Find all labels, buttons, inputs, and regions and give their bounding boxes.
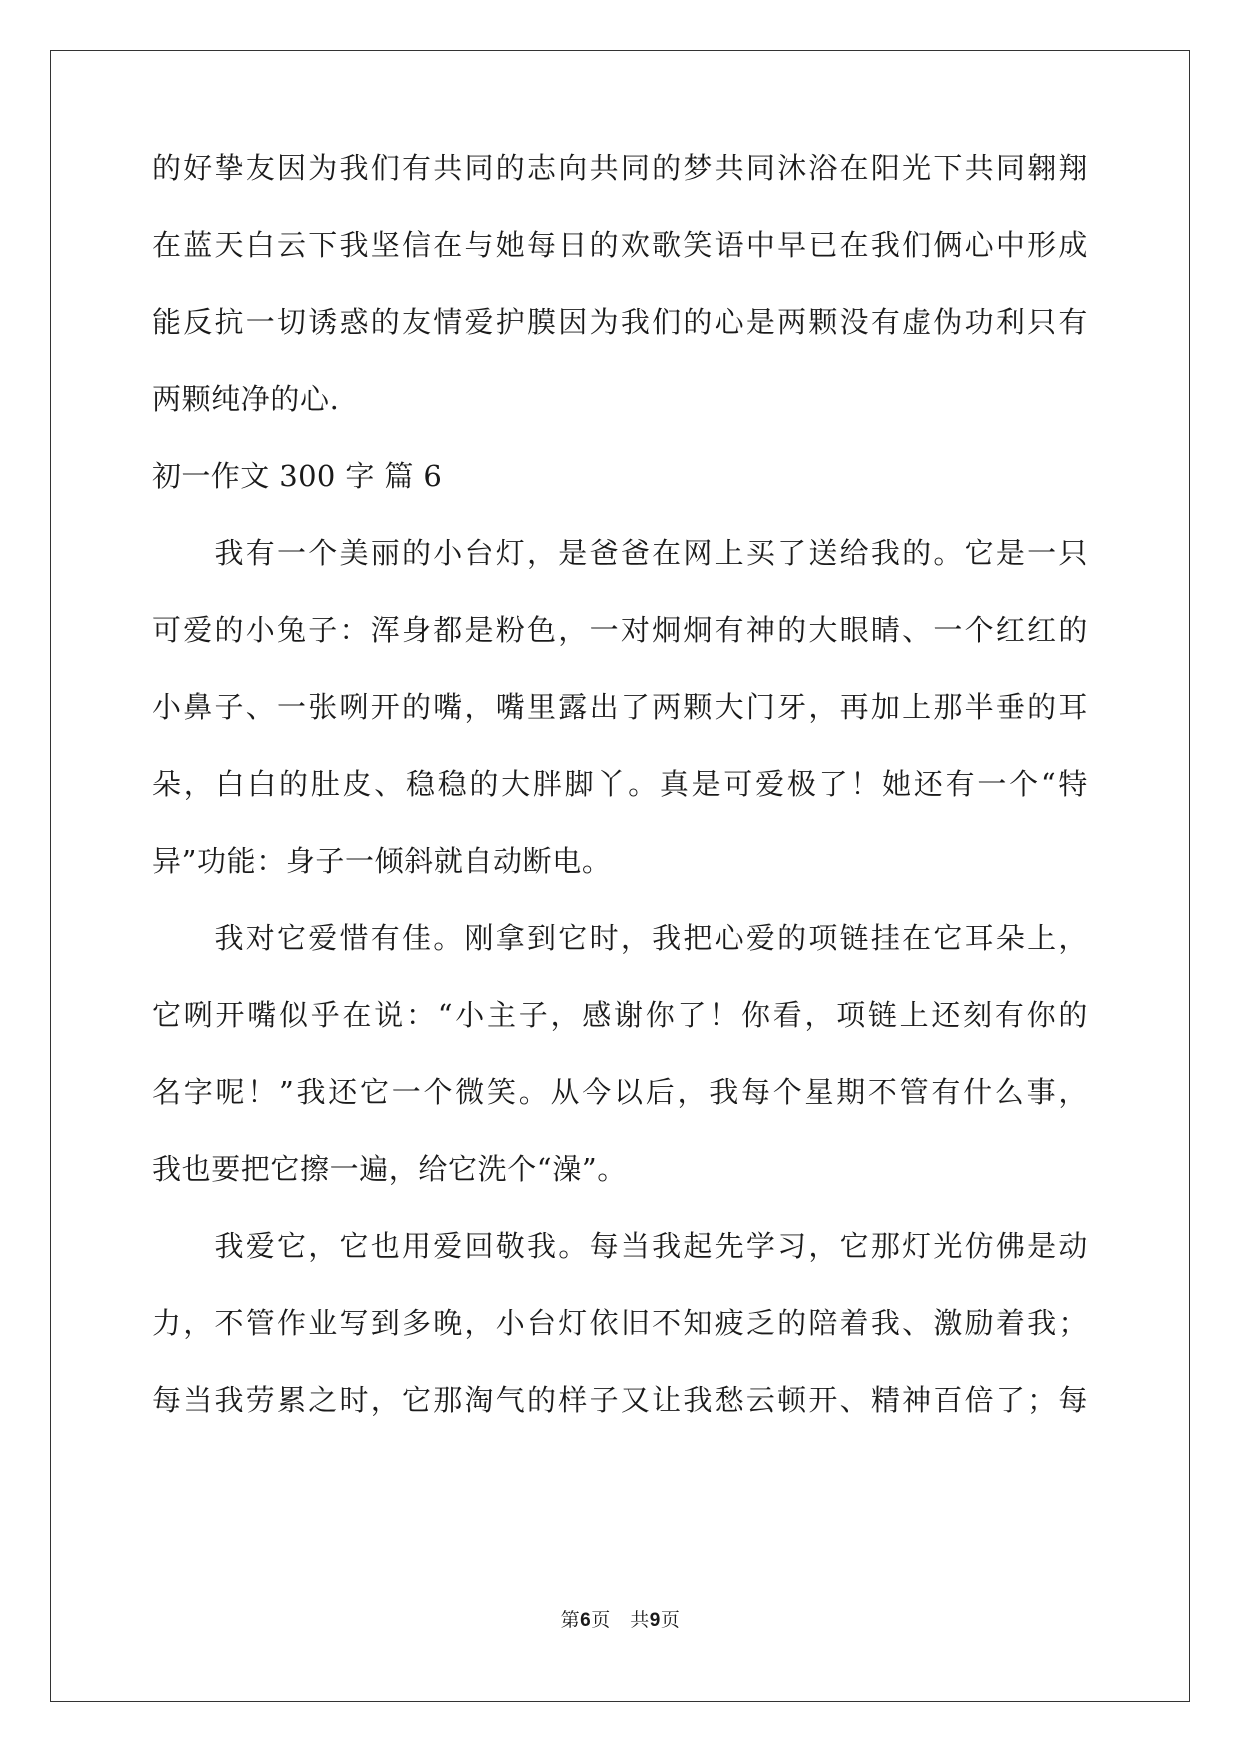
text-line: 可爱的小兔子：浑身都是粉色，一对炯炯有神的大眼睛、一个红红的: [152, 613, 1088, 647]
text-line: 我有一个美丽的小台灯，是爸爸在网上买了送给我的。它是一只: [152, 536, 1088, 570]
footer-middle: 页 共: [591, 1609, 650, 1631]
text-line: 我对它爱惜有佳。刚拿到它时，我把心爱的项链挂在它耳朵上，: [152, 921, 1088, 955]
text-line: 力，不管作业写到多晚，小台灯依旧不知疲乏的陪着我、激励着我；: [152, 1306, 1088, 1340]
text-line: 的好挚友因为我们有共同的志向共同的梦共同沐浴在阳光下共同翱翔: [152, 151, 1088, 185]
text-line: 小鼻子、一张咧开的嘴，嘴里露出了两颗大门牙，再加上那半垂的耳: [152, 690, 1088, 724]
text-line: 每当我劳累之时，它那淘气的样子又让我愁云顿开、精神百倍了；每: [152, 1383, 1088, 1417]
text-line: 名字呢！”我还它一个微笑。从今以后，我每个星期不管有什么事，: [152, 1075, 1088, 1109]
footer-suffix: 页: [660, 1609, 681, 1631]
text-line: 在蓝天白云下我坚信在与她每日的欢歌笑语中早已在我们俩心中形成: [152, 228, 1088, 262]
text-line: 它咧开嘴似乎在说：“小主子，感谢你了！你看，项链上还刻有你的: [152, 998, 1088, 1032]
page-footer: [0, 1608, 1241, 1633]
text-line: 能反抗一切诱惑的友情爱护膜因为我们的心是两颗没有虚伪功利只有: [152, 305, 1088, 339]
text-line: 两颗纯净的心.: [152, 382, 340, 416]
text-line: 我也要把它擦一遍，给它洗个“澡”。: [152, 1152, 627, 1186]
current-page-number: 6: [580, 1610, 592, 1631]
text-line: 我爱它，它也用爱回敬我。每当我起先学习，它那灯光仿佛是动: [152, 1229, 1088, 1263]
total-page-count: 9: [649, 1610, 661, 1631]
text-line: 异”功能：身子一倾斜就自动断电。: [152, 844, 612, 878]
section-heading: 初一作文 300 字 篇 6: [152, 459, 443, 493]
footer-prefix: 第: [560, 1609, 581, 1631]
text-line: 朵，白白的肚皮、稳稳的大胖脚丫。真是可爱极了！她还有一个“特: [152, 767, 1088, 801]
